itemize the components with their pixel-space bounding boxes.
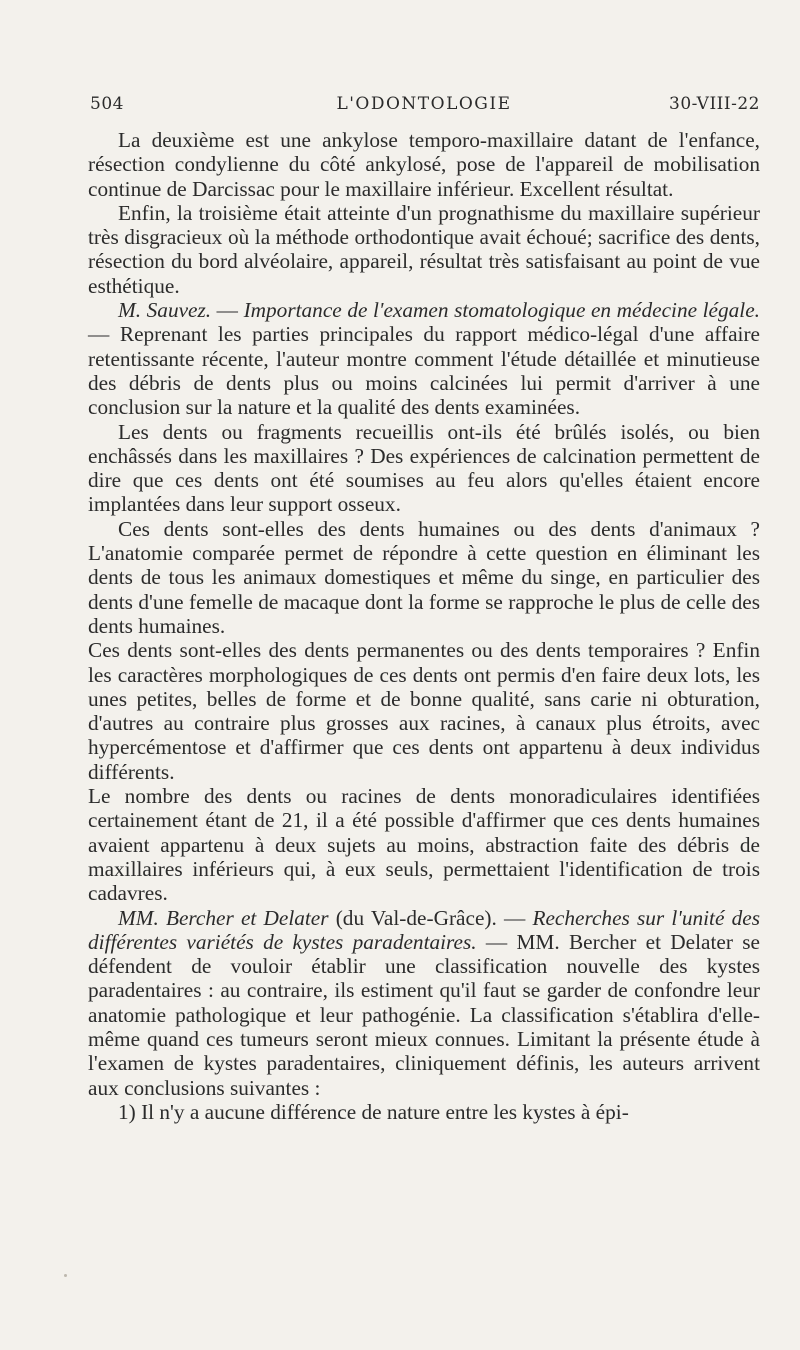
author-name: MM. Bercher et Delater bbox=[118, 905, 329, 930]
paragraph-sauvez: M. Sauvez. — Importance de l'examen stomatologique en médecine légale. — Reprenant les parties principales du rapport médico-légal d'une affaire retentissante récente, l'auteur montre comment l'étude détaillée et minutieuse des débris de dents plus ou moins calcinées lui permit d'arriver à une conclusion sur la nature et la qualité des dents examinées. bbox=[88, 298, 760, 420]
paragraph-4: Les dents ou fragments recueillis ont-ils été brûlés isolés, ou bien enchâssés dans les maxillaires ? Des expériences de calcination permettent de dire que ces dents ont été soumises au feu alors qu'elles étaient encore implantées dans leur support osseux. bbox=[88, 419, 760, 517]
paragraph-6: Ces dents sont-elles des dents permanentes ou des dents temporaires ? Enfin les caractères morphologiques de ces dents ont permis d'en faire deux lots, les unes petites, belles de forme et de bonne qualité, sans carie ni obturation, d'autres au contraire plus grosses aux racines, à canaux plus étroits, avec hypercémentose et d'affirmer que ces dents ont appartenu à deux individus différents. bbox=[88, 638, 760, 784]
article-body bbox=[88, 128, 760, 1124]
communication-title: Recherches sur l'unité des différentes variétés de kystes paradentaires. bbox=[88, 905, 760, 954]
paper-speck bbox=[64, 1274, 67, 1277]
page-number: 504 bbox=[90, 94, 124, 114]
paragraph-5: Ces dents sont-elles des dents humaines ou des dents d'animaux ? L'anatomie comparée permet de répondre à cette question en éliminant les dents de tous les animaux domestiques et même du singe, en particulier des dents d'une femelle de macaque dont la forme se rapproche le plus de celle des dents humaines. bbox=[88, 516, 760, 638]
author-name: M. Sauvez. bbox=[118, 298, 212, 323]
author-affiliation: (du Val-de-Grâce). bbox=[328, 905, 497, 930]
paragraph-1: La deuxième est une ankylose temporo-maxillaire datant de l'enfance, résection condylienne du côté ankylosé, pose de l'appareil de mobilisation continue de Darcissac pour le maxillaire inférieur. Excellent résultat. bbox=[88, 128, 760, 201]
paragraph-bercher-delater: MM. Bercher et Delater (du Val-de-Grâce). — Recherches sur l'unité des différentes variétés de kystes paradentaires. — MM. Bercher et Delater se défendent de vouloir établir une classification nouvelle des kystes paradentaires : au contraire, ils estiment qu'il faut se garder de confondre leur anatomie pathologique et leur pathogénie. La classification s'établira d'elle-même quand ces tumeurs seront mieux connues. Limitant la présente étude à l'examen de kystes paradentaires, cliniquement définis, les auteurs arrivent aux conclusions suivantes : bbox=[88, 905, 760, 1100]
paragraph-2: Enfin, la troisième était atteinte d'un prognathisme du maxillaire supérieur très disgracieux où la méthode orthodontique avait échoué; sacrifice des dents, résection du bord alvéolaire, appareil, résultat très satisfaisant au point de vue esthétique. bbox=[88, 200, 760, 298]
communication-title: Importance de l'examen stomatologique en médecine légale. bbox=[243, 298, 760, 323]
paragraph-9: 1) Il n'y a aucune différence de nature entre les kystes à épi- bbox=[118, 1099, 629, 1124]
paragraph-7: Le nombre des dents ou racines de dents monoradiculaires identifiées certainement étant de 21, il a été possible d'affirmer que ces dents humaines avaient appartenu à deux sujets au moins, abstraction faite des débris de maxillaires inférieurs qui, à eux seuls, permettaient l'identification de trois cadavres. bbox=[88, 784, 760, 906]
running-header bbox=[88, 92, 760, 122]
journal-title: L'ODONTOLOGIE bbox=[336, 94, 512, 114]
page bbox=[88, 92, 760, 1124]
issue-date: 30-VIII-22 bbox=[669, 94, 760, 114]
